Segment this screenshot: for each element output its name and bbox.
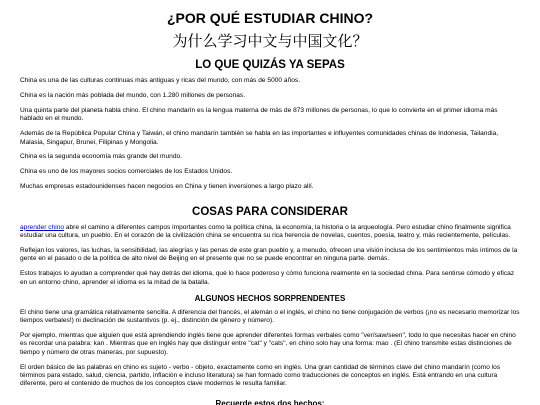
paragraph: Una quinta parte del planeta habla chino. El chino mandarín es la lengua materna de más de 873 millones de personas, lo que lo convierte en el primer idioma más hablado en el mundo.	[20, 106, 498, 123]
subheading-recuerde: Recuerde estos dos hechos:	[215, 398, 325, 405]
paragraph-with-link	[20, 224, 520, 241]
section-heading-cosas-para-considerar: COSAS PARA CONSIDERAR	[192, 205, 348, 218]
paragraph: Reflejan los valores, las luchas, la sensibilidad, las alegrías y las penas de este gran pueblo y, a menudo, ofrecen una visión inclusa de los sentimientos más íntimos de la gente en el pasado o de la política de alto nivel de Beijing en el presente que no se puede encontrar en ninguna parte. demás.	[20, 246, 518, 263]
paragraph: Por ejemplo, mientras que alguien que está aprendiendo inglés tiene que aprender diferentes formas verbales como "ver/saw/seen", todo lo que necesitas hacer en chino es recordar una palabra: kan . Mientras que en inglés hay que distinguir entre "cat" y "cats", en chino solo hay una forma: mao . (El chino transmite estas distinciones de tiempo y número de otras maneras, por supuesto).	[20, 331, 516, 356]
paragraph: China es uno de los mayores socios comerciales de los Estados Unidos.	[20, 168, 233, 176]
paragraph: El chino tiene una gramática relativamente sencilla. A diferencia del francés, el alemán o el inglés, el chino no tiene conjugación de verbos (¡no es necesario memorizar los tiempos verbales!) ni declinación de sustantivos (p. ej., distinción de género y número).	[20, 308, 520, 324]
paragraph: Estos trabajos lo ayudan a comprender qué hay detrás del idioma, qué lo hace poderoso y cómo funciona realmente en la sociedad china. Para sentirse cómodo y eficaz en un entorno chino, aprender el idioma es la mitad de la batalla.	[20, 270, 515, 286]
paragraph: China es la segunda economía más grande del mundo.	[20, 153, 183, 161]
section-heading-algunos-hechos: ALGUNOS HECHOS SORPRENDENTES	[194, 293, 346, 303]
paragraph: Muchas empresas estadounidenses hacen negocios en China y tienen inversiones a largo plazo allí.	[20, 183, 314, 191]
section-heading-lo-que-quizas: LO QUE QUIZÁS YA SEPAS	[195, 59, 345, 71]
paragraph: Además de la República Popular China y Taiwán, el chino mandarín también se habla en las importantes e influyentes comunidades chinas de Indonesia, Tailandia, Malasia, Singapur, Brunei, Filipinas y Mongolia.	[20, 130, 499, 146]
paragraph: China es la nación más poblada del mundo, con 1.280 millones de personas.	[20, 91, 246, 99]
paragraph: El orden básico de las palabras en chino es sujeto - verbo - objeto, exactamente como en inglés. Una gran cantidad de términos clave del chino mandarín (como los términos para estado, salud, ciencia, partido, inflación e incluso literatura) se han formado como traducciones de conceptos en inglés. Está entrando en una cultura diferente, pero el contenido de muchos de los conceptos clave modernos le resulta familiar.	[20, 363, 501, 388]
page-title-chinese: 为什么学习中文与中国文化？	[172, 32, 368, 50]
paragraph: China es una de las culturas continuas más antiguas y ricas del mundo, con más de 5000 años.	[20, 77, 301, 84]
aprender-chino-link[interactable]: aprender chino	[20, 223, 64, 231]
page-title: ¿POR QUÉ ESTUDIAR CHINO?	[166, 10, 374, 26]
paragraph-text: abre el camino a diferentes campos importantes como la política china, la economía, la historia o la arqueología. Pero estudiar chino finalmente significa estudiar una cultura, un pueblo. En el corazón de la civilización china se encuentra su rica herencia de novelas, cuentos, poesía, teatro y, más recientemente, películas.	[20, 223, 511, 240]
